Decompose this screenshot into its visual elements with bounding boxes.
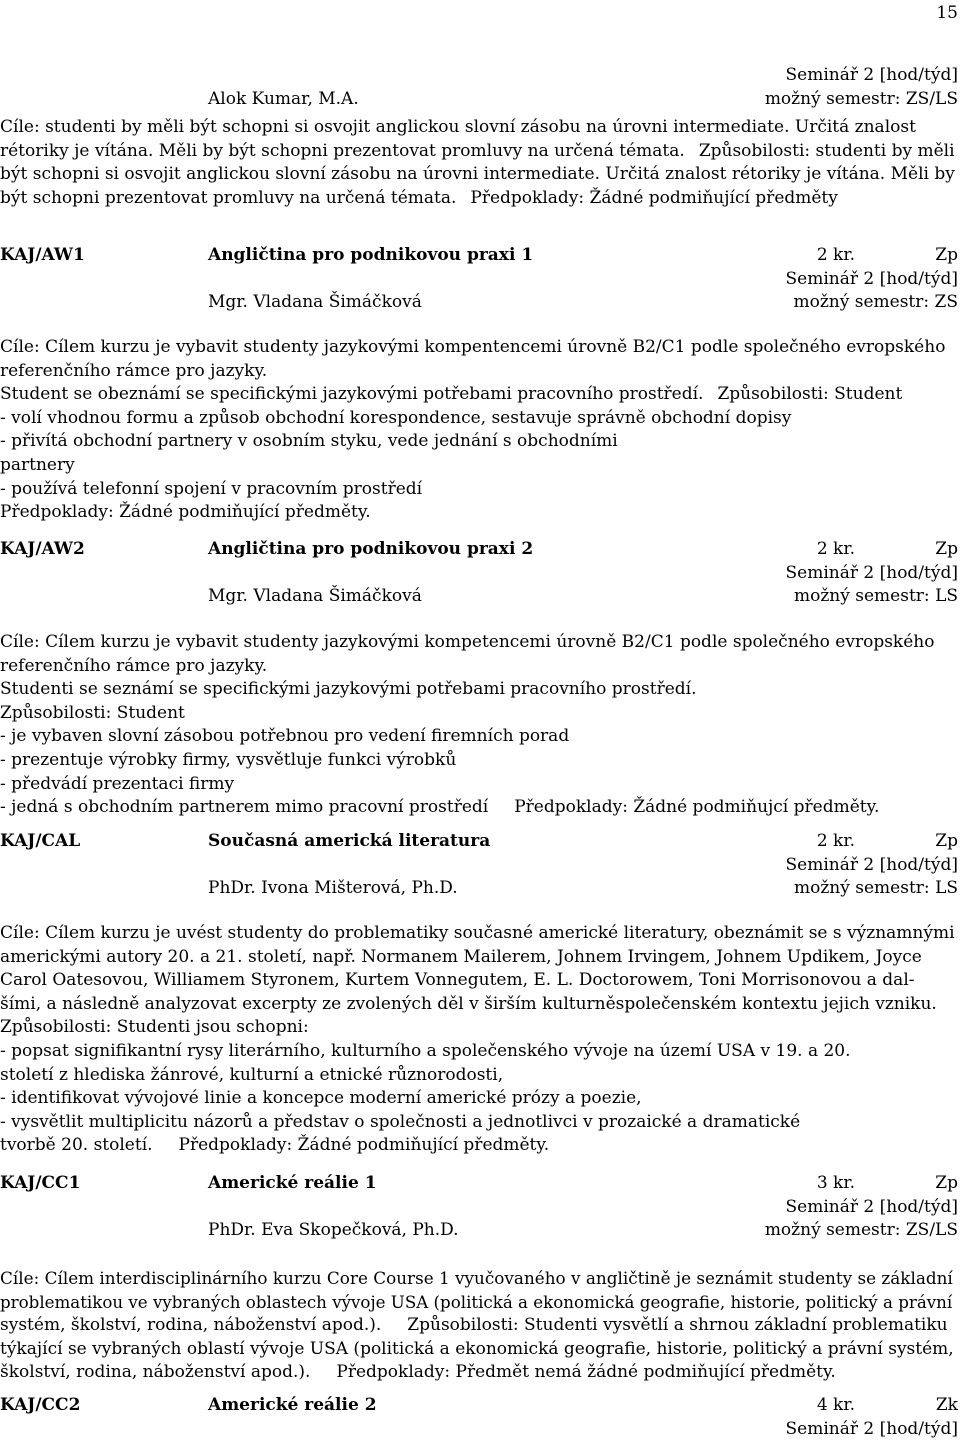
course-description <box>0 336 958 525</box>
course-completion: Zp <box>935 831 958 851</box>
course-teacher: PhDr. Eva Skopečková, Ph.D. <box>208 1220 459 1241</box>
course-title: Angličtina pro podnikovou praxi 2 <box>208 539 534 559</box>
text-line: - identifikovat vývojové linie a koncepce moderní americké prózy a poezie, <box>0 1088 642 1109</box>
course-teacher: Alok Kumar, M.A. <box>208 88 359 109</box>
text-line: Carol Oatesovou, Williamem Styronem, Kurtem Vonnegutem, E. L. Doctorowem, Toni Morrisonovou a dal- <box>0 970 915 991</box>
course-seminar: Seminář 2 [hod/týd] <box>785 1196 958 1217</box>
course-semester: možný semestr: LS <box>794 878 958 899</box>
text-line: Cíle: Cílem interdisciplinárního kurzu Core Course 1 vyučovaného v angličtině je seznámit studenty se základní <box>0 1268 953 1288</box>
course-semester: možný semestr: ZS <box>793 292 958 313</box>
text-line: - používá telefonní spojení v pracovním prostředí <box>0 478 423 499</box>
course-description <box>0 631 958 820</box>
text-line: - popsat signifikantní rysy literárního, kulturního a společenského vývoje na území USA v 19. a 20. <box>0 1040 851 1061</box>
text-line: být schopni si osvojit anglickou slovní zásobu na úrovni intermediate. Určitá znalost rétoriky je vítána. Měli by <box>0 164 955 185</box>
course-seminar: Seminář 2 [hod/týd] <box>785 65 958 85</box>
course-semester: možný semestr: LS <box>794 586 958 607</box>
course-title: Americké reálie 1 <box>208 1173 377 1193</box>
text-line: - předvádí prezentaci firmy <box>0 773 235 794</box>
course-completion: Zp <box>935 539 958 559</box>
text-line: - přivítá obchodní partnery v osobním styku, vede jednání s obchodními <box>0 431 618 452</box>
course-seminar: Seminář 2 [hod/týd] <box>785 268 958 289</box>
course-title: Americké reálie 2 <box>208 1395 377 1415</box>
text-line: problematikou ve vybraných oblastech vývoje USA (politická a ekonomická geografie, historie, politický a právní <box>0 1292 953 1312</box>
course-semester: možný semestr: ZS/LS <box>764 88 958 109</box>
course-seminar: Seminář 2 [hod/týd] <box>785 562 958 583</box>
course-completion: Zp <box>935 245 958 265</box>
text-line: století z hlediska žánrové, kulturní a etnické různorodosti, <box>0 1064 504 1085</box>
text-line: rétoriky je vítána. Měli by být schopni prezentovat promluvy na určená témata. Způsobilosti: studenti by měli <box>0 140 955 161</box>
course-credits: 2 kr. <box>816 245 855 265</box>
course-semester: možný semestr: ZS/LS <box>764 1220 958 1241</box>
course-seminar: Seminář 2 [hod/týd] <box>785 1418 958 1439</box>
text-line: - volí vhodnou formu a způsob obchodní korespondence, sestavuje správně obchodní dopisy <box>0 407 792 428</box>
text-line: Cíle: Cílem kurzu je vybavit studenty jazykovými kompetencemi úrovně B2/C1 podle společného evropského <box>0 632 935 652</box>
course-completion: Zp <box>935 1173 958 1193</box>
course-seminar: Seminář 2 [hod/týd] <box>785 854 958 875</box>
text-line: referenčního rámce pro jazyky. <box>0 360 268 381</box>
text-line: být schopni prezentovat promluvy na určená témata. Předpoklady: Žádné podmiňující předměty <box>0 187 838 208</box>
text-line: týkající se vybraných oblastí vývoje USA (politická a ekonomická geografie, historie, politický a právní systém, <box>0 1338 954 1359</box>
course-teacher: PhDr. Ivona Mišterová, Ph.D. <box>208 878 458 899</box>
course-completion: Zk <box>935 1395 958 1415</box>
course-teacher: Mgr. Vladana Šimáčková <box>208 586 422 607</box>
course-credits: 2 kr. <box>816 831 855 851</box>
course-header-aw2 <box>0 538 958 609</box>
text-line: Způsobilosti: Studenti jsou schopni: <box>0 1017 309 1038</box>
text-line: šími, a následně analyzovat excerpty ze zvolených děl v širším kulturněspolečenském kontextu jejich vzniku. <box>0 993 937 1014</box>
course-block-previous <box>0 64 958 111</box>
text-line: referenčního rámce pro jazyky. <box>0 655 268 676</box>
course-title: Angličtina pro podnikovou praxi 1 <box>208 245 534 265</box>
course-teacher-row <box>0 88 958 112</box>
course-credits: 2 kr. <box>816 539 855 559</box>
text-line: - je vybaven slovní zásobou potřebnou pro vedení firemních porad <box>0 726 570 747</box>
course-meta-row <box>0 64 958 88</box>
course-description <box>0 116 958 210</box>
text-line: Cíle: Cílem kurzu je vybavit studenty jazykovými kompentencemi úrovně B2/C1 podle společného evropského <box>0 337 946 357</box>
text-line: - prezentuje výrobky firmy, vysvětluje funkci výrobků <box>0 749 457 770</box>
text-line: - vysvětlit multiplicitu názorů a představ o společnosti a jednotlivci v prozaické a dramatické <box>0 1111 801 1132</box>
text-line: Cíle: studenti by měli být schopni si osvojit anglickou slovní zásobu na úrovni intermediate. Určitá znalost <box>0 117 916 137</box>
course-credits: 4 kr. <box>816 1395 855 1415</box>
text-line: Způsobilosti: Student <box>0 702 185 723</box>
course-header-cc1 <box>0 1172 958 1243</box>
course-teacher: Mgr. Vladana Šimáčková <box>208 292 422 313</box>
page-number: 15 <box>936 3 958 23</box>
course-header-cal <box>0 830 958 901</box>
course-credits: 3 kr. <box>816 1173 855 1193</box>
course-header-cc2 <box>0 1394 958 1441</box>
text-line: americkými autory 20. a 21. století, např. Normanem Mailerem, Johnem Irvingem, Johnem Updikem, Joyce <box>0 946 922 967</box>
text-line: Cíle: Cílem kurzu je uvést studenty do problematiky současné americké literatury, obeznámit se s významnými <box>0 923 955 943</box>
text-line: systém, školství, rodina, náboženství apod.). Způsobilosti: Studenti vysvětlí a shrnou základní problematiku <box>0 1315 948 1336</box>
course-header-aw1 <box>0 244 958 315</box>
course-code: KAJ/CC2 <box>0 1395 81 1415</box>
course-code: KAJ/CC1 <box>0 1173 81 1193</box>
text-line: Student se obeznámí se specifickými jazykovými potřebami pracovního prostředí. Způsobilosti: Student <box>0 384 903 405</box>
text-line: Předpoklady: Žádné podmiňující předměty. <box>0 502 371 523</box>
course-description <box>0 1267 958 1385</box>
text-line: školství, rodina, náboženství apod.). Předpoklady: Předmět nemá žádné podmiňující předměty. <box>0 1362 836 1383</box>
course-description <box>0 922 958 1158</box>
text-line: - jedná s obchodním partnerem mimo pracovní prostředí Předpoklady: Žádné podmiňujcí předměty. <box>0 797 880 818</box>
text-line: tvorbě 20. století. Předpoklady: Žádné podmiňující předměty. <box>0 1135 550 1156</box>
course-code: KAJ/CAL <box>0 831 81 851</box>
text-line: partnery <box>0 454 75 475</box>
course-code: KAJ/AW2 <box>0 539 85 559</box>
text-line: Studenti se seznámí se specifickými jazykovými potřebami pracovního prostředí. <box>0 679 697 700</box>
course-title: Současná americká literatura <box>208 831 491 851</box>
course-code: KAJ/AW1 <box>0 245 85 265</box>
